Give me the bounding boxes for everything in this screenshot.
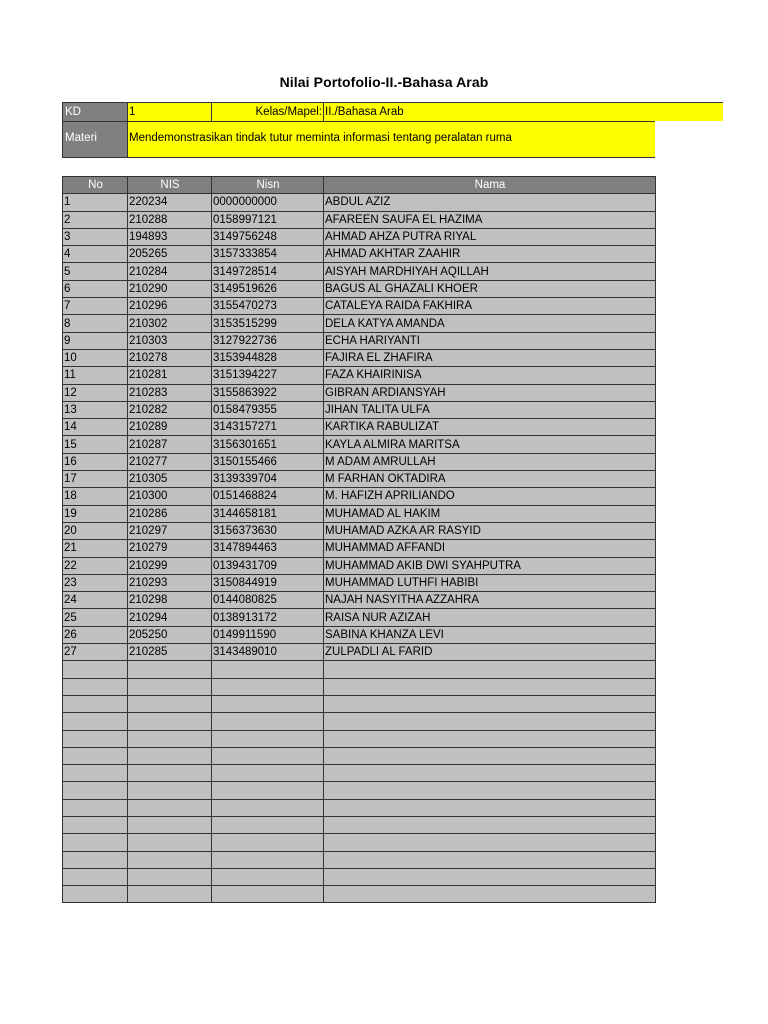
cell-nisn[interactable]: 0000000000 [212,194,324,211]
cell-nisn[interactable]: 3143157271 [212,419,324,436]
table-row [63,557,656,574]
cell-nis[interactable] [128,747,212,764]
cell-nama[interactable] [324,713,656,730]
kelas-mapel-value[interactable]: II./Bahasa Arab [323,102,655,121]
cell-no[interactable]: 14 [63,419,128,436]
table-row [63,436,656,453]
cell-nama[interactable] [324,678,656,695]
cell-no[interactable]: 10 [63,349,128,366]
cell-nis[interactable] [128,886,212,903]
cell-nisn[interactable] [212,816,324,833]
cell-nama[interactable]: ZULPADLI AL FARID [324,644,656,661]
cell-nis[interactable] [128,730,212,747]
cell-nama[interactable]: FAJIRA EL ZHAFIRA [324,349,656,366]
column-header-nama: Nama [324,177,656,194]
cell-no[interactable]: 23 [63,574,128,591]
table-row [63,782,656,799]
cell-nama[interactable]: ABDUL AZIZ [324,194,656,211]
table-row [63,298,656,315]
table-body [63,194,656,903]
cell-no[interactable]: 13 [63,401,128,418]
cell-nama[interactable]: CATALEYA RAIDA FAKHIRA [324,298,656,315]
table-row [63,488,656,505]
cell-no[interactable]: 5 [63,263,128,280]
cell-nama[interactable]: MUHAMAD AL HAKIM [324,505,656,522]
cell-nis[interactable]: 210298 [128,592,212,609]
cell-nisn[interactable]: 0149911590 [212,626,324,643]
cell-nis[interactable]: 210286 [128,505,212,522]
cell-nama[interactable]: DELA KATYA AMANDA [324,315,656,332]
kd-value[interactable]: 1 [127,102,211,121]
cell-nama[interactable]: AISYAH MARDHIYAH AQILLAH [324,263,656,280]
cell-nis[interactable] [128,678,212,695]
cell-nama[interactable]: KARTIKA RABULIZAT [324,419,656,436]
table-row [63,816,656,833]
table-row [63,367,656,384]
table-row [63,453,656,470]
cell-no[interactable] [63,834,128,851]
cell-nisn[interactable]: 3150155466 [212,453,324,470]
cell-nama[interactable]: ECHA HARIYANTI [324,332,656,349]
table-row [63,644,656,661]
cell-no[interactable]: 21 [63,540,128,557]
cell-nis[interactable] [128,851,212,868]
column-header-nis: NIS [128,177,212,194]
student-table [62,176,656,903]
cell-nama[interactable]: MUHAMMAD LUTHFI HABIBI [324,574,656,591]
cell-nisn[interactable]: 3143489010 [212,644,324,661]
cell-nis[interactable]: 210285 [128,644,212,661]
kelas-mapel-overflow-cell [655,102,723,121]
cell-nis[interactable]: 210277 [128,453,212,470]
table-row [63,471,656,488]
table-row [63,609,656,626]
cell-no[interactable] [63,816,128,833]
cell-nis[interactable]: 210297 [128,522,212,539]
cell-no[interactable]: 2 [63,211,128,228]
cell-nis[interactable]: 210289 [128,419,212,436]
cell-nama[interactable]: FAZA KHAIRINISA [324,367,656,384]
cell-nama[interactable] [324,816,656,833]
table-row [63,194,656,211]
kd-label: KD [62,102,127,121]
cell-nama[interactable]: MUHAMAD AZKA AR RASYID [324,522,656,539]
cell-no[interactable]: 18 [63,488,128,505]
cell-nama[interactable]: GIBRAN ARDIANSYAH [324,384,656,401]
cell-nisn[interactable]: 3153944828 [212,349,324,366]
cell-nis[interactable]: 210293 [128,574,212,591]
cell-nama[interactable] [324,782,656,799]
cell-nisn[interactable] [212,661,324,678]
table-row [63,384,656,401]
cell-nisn[interactable]: 3144658181 [212,505,324,522]
cell-nisn[interactable]: 0144080825 [212,592,324,609]
cell-nis[interactable]: 210299 [128,557,212,574]
table-row [63,332,656,349]
cell-no[interactable] [63,661,128,678]
cell-nama[interactable] [324,886,656,903]
cell-nisn[interactable] [212,868,324,885]
cell-nisn[interactable]: 0158479355 [212,401,324,418]
kelas-mapel-label: Kelas/Mapel: [211,102,323,121]
cell-no[interactable]: 15 [63,436,128,453]
cell-no[interactable]: 4 [63,246,128,263]
materi-label: Materi [62,121,127,158]
table-row [63,851,656,868]
cell-nama[interactable] [324,730,656,747]
cell-no[interactable] [63,765,128,782]
cell-nis[interactable]: 194893 [128,228,212,245]
cell-no[interactable]: 12 [63,384,128,401]
cell-nisn[interactable] [212,730,324,747]
cell-nama[interactable]: SABINA KHANZA LEVI [324,626,656,643]
cell-nisn[interactable] [212,782,324,799]
cell-nis[interactable]: 210300 [128,488,212,505]
cell-no[interactable] [63,695,128,712]
cell-no[interactable]: 9 [63,332,128,349]
cell-nama[interactable] [324,834,656,851]
cell-nisn[interactable]: 3149756248 [212,228,324,245]
table-row [63,730,656,747]
cell-no[interactable]: 22 [63,557,128,574]
cell-nama[interactable] [324,851,656,868]
table-header-row [63,177,656,194]
cell-nama[interactable]: KAYLA ALMIRA MARITSA [324,436,656,453]
cell-nis[interactable] [128,765,212,782]
cell-nama[interactable]: NAJAH NASYITHA AZZAHRA [324,592,656,609]
cell-nisn[interactable]: 3149519626 [212,280,324,297]
cell-nis[interactable]: 210279 [128,540,212,557]
cell-nisn[interactable] [212,799,324,816]
cell-nis[interactable] [128,661,212,678]
cell-nama[interactable]: M. HAFIZH APRILIANDO [324,488,656,505]
cell-nisn[interactable] [212,834,324,851]
column-header-nisn: Nisn [212,177,324,194]
cell-nis[interactable]: 210284 [128,263,212,280]
cell-no[interactable] [63,868,128,885]
table-row [63,540,656,557]
table-row [63,592,656,609]
table-row [63,886,656,903]
materi-value[interactable]: Mendemonstrasikan tindak tutur meminta informasi tentang peralatan ruma [127,121,655,158]
table-row [63,626,656,643]
cell-nisn[interactable]: 3156373630 [212,522,324,539]
cell-nama[interactable] [324,661,656,678]
table-row [63,695,656,712]
cell-no[interactable]: 24 [63,592,128,609]
cell-nama[interactable]: MUHAMMAD AKIB DWI SYAHPUTRA [324,557,656,574]
cell-no[interactable]: 3 [63,228,128,245]
table-row [63,713,656,730]
cell-nis[interactable]: 210282 [128,401,212,418]
cell-nisn[interactable]: 3155863922 [212,384,324,401]
cell-nama[interactable]: M ADAM AMRULLAH [324,453,656,470]
cell-no[interactable]: 20 [63,522,128,539]
cell-nama[interactable] [324,765,656,782]
table-row [63,765,656,782]
cell-nisn[interactable]: 3139339704 [212,471,324,488]
cell-no[interactable]: 7 [63,298,128,315]
table-row [63,246,656,263]
cell-no[interactable] [63,713,128,730]
cell-nisn[interactable]: 0151468824 [212,488,324,505]
cell-nama[interactable] [324,799,656,816]
cell-nis[interactable]: 210302 [128,315,212,332]
cell-nisn[interactable]: 3127922736 [212,332,324,349]
cell-no[interactable] [63,799,128,816]
cell-nisn[interactable]: 3147894463 [212,540,324,557]
cell-no[interactable]: 19 [63,505,128,522]
cell-no[interactable]: 11 [63,367,128,384]
cell-no[interactable]: 16 [63,453,128,470]
info-header [62,102,723,158]
cell-no[interactable]: 1 [63,194,128,211]
table-row [63,661,656,678]
cell-nis[interactable] [128,816,212,833]
table-row [63,280,656,297]
cell-nis[interactable]: 210288 [128,211,212,228]
cell-nisn[interactable] [212,851,324,868]
cell-no[interactable]: 26 [63,626,128,643]
column-header-no: No [63,177,128,194]
cell-nama[interactable] [324,868,656,885]
cell-nisn[interactable]: 3149728514 [212,263,324,280]
cell-no[interactable]: 25 [63,609,128,626]
cell-nisn[interactable]: 0138913172 [212,609,324,626]
table-row [63,419,656,436]
cell-nisn[interactable]: 3153515299 [212,315,324,332]
cell-nisn[interactable] [212,886,324,903]
cell-no[interactable]: 27 [63,644,128,661]
cell-nis[interactable]: 210278 [128,349,212,366]
cell-nama[interactable] [324,747,656,764]
cell-no[interactable] [63,886,128,903]
cell-no[interactable] [63,782,128,799]
cell-nisn[interactable]: 0158997121 [212,211,324,228]
cell-nama[interactable]: AHMAD AKHTAR ZAAHIR [324,246,656,263]
cell-nis[interactable] [128,695,212,712]
cell-nisn[interactable] [212,678,324,695]
cell-nama[interactable]: M FARHAN OKTADIRA [324,471,656,488]
cell-nis[interactable]: 205265 [128,246,212,263]
cell-nis[interactable] [128,799,212,816]
table-row [63,315,656,332]
table-row [63,211,656,228]
cell-nis[interactable]: 210294 [128,609,212,626]
table-row [63,505,656,522]
cell-nisn[interactable]: 3155470273 [212,298,324,315]
cell-nis[interactable]: 210303 [128,332,212,349]
table-row [63,349,656,366]
cell-nama[interactable]: BAGUS AL GHAZALI KHOER [324,280,656,297]
table-row [63,868,656,885]
cell-nis[interactable]: 220234 [128,194,212,211]
cell-nisn[interactable]: 3151394227 [212,367,324,384]
cell-nis[interactable]: 210283 [128,384,212,401]
cell-no[interactable] [63,730,128,747]
cell-no[interactable] [63,851,128,868]
cell-nis[interactable]: 210287 [128,436,212,453]
cell-nisn[interactable]: 3156301651 [212,436,324,453]
cell-nisn[interactable] [212,695,324,712]
table-row [63,401,656,418]
cell-nisn[interactable]: 3150844919 [212,574,324,591]
cell-nama[interactable]: RAISA NUR AZIZAH [324,609,656,626]
cell-no[interactable] [63,678,128,695]
cell-nis[interactable]: 205250 [128,626,212,643]
cell-no[interactable]: 17 [63,471,128,488]
cell-nis[interactable] [128,868,212,885]
table-row [63,263,656,280]
cell-no[interactable]: 6 [63,280,128,297]
cell-nama[interactable]: AHMAD AHZA PUTRA RIYAL [324,228,656,245]
cell-nisn[interactable]: 3157333854 [212,246,324,263]
cell-nis[interactable] [128,782,212,799]
cell-no[interactable]: 8 [63,315,128,332]
cell-nama[interactable]: MUHAMMAD AFFANDI [324,540,656,557]
cell-nisn[interactable] [212,765,324,782]
page-title: Nilai Portofolio-II.-Bahasa Arab [279,74,489,90]
table-row [63,834,656,851]
cell-nis[interactable]: 210290 [128,280,212,297]
table-row [63,799,656,816]
cell-nama[interactable]: AFAREEN SAUFA EL HAZIMA [324,211,656,228]
table-row [63,574,656,591]
cell-nis[interactable]: 210296 [128,298,212,315]
cell-nis[interactable]: 210281 [128,367,212,384]
cell-nama[interactable]: JIHAN TALITA ULFA [324,401,656,418]
cell-nisn[interactable] [212,747,324,764]
table-row [63,522,656,539]
cell-nis[interactable] [128,834,212,851]
cell-nisn[interactable]: 0139431709 [212,557,324,574]
table-row [63,678,656,695]
cell-nisn[interactable] [212,713,324,730]
table-row [63,228,656,245]
cell-nis[interactable]: 210305 [128,471,212,488]
cell-nis[interactable] [128,713,212,730]
cell-no[interactable] [63,747,128,764]
table-row [63,747,656,764]
cell-nama[interactable] [324,695,656,712]
